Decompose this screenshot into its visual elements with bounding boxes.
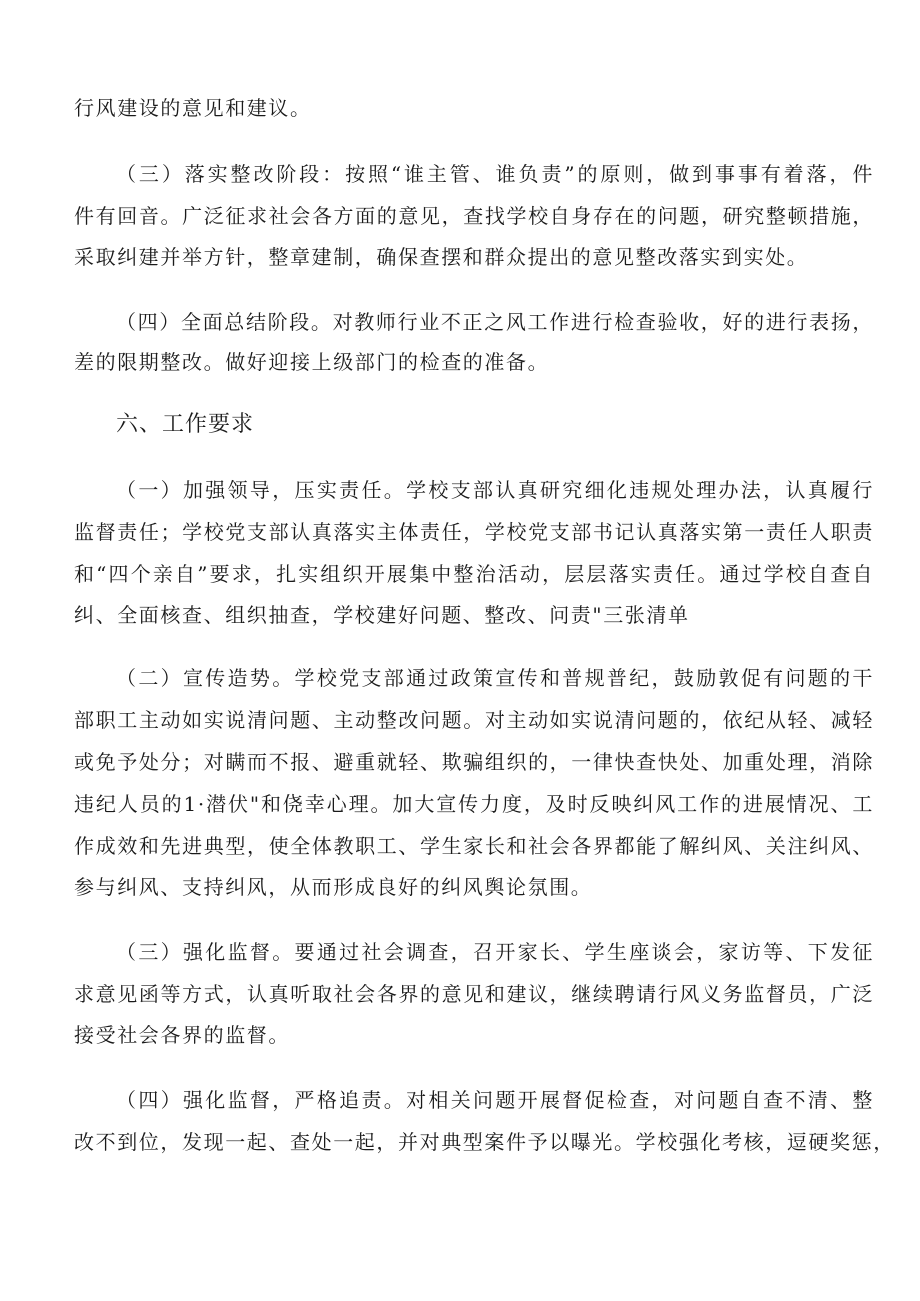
section-heading: 六、工作要求 [116,412,255,437]
text-line: 违纪人员的1·潜伏"和侥幸心理。加大宣传力度，及时反映纠风工作的进展情况、工 [74,792,874,816]
text-line: 和“四个亲自”要求，扎实组织开展集中整治活动，层层落实责任。通过学校自查自 [74,562,874,586]
text-line: （三）落实整改阶段：按照“谁主管、谁负责”的原则，做到事事有着落，件 [116,162,874,186]
text-line: 求意见函等方式，认真听取社会各界的意见和建议，继续聘请行风义务监督员，广泛 [74,982,874,1006]
text-line: 改不到位，发现一起、查处一起，并对典型案件予以曝光。学校强化考核，逗硬奖惩， [74,1130,895,1154]
text-line: 纠、全面核查、组织抽查，学校建好问题、整改、问责"三张清单 [74,603,690,627]
text-line: 部职工主动如实说清问题、主动整改问题。对主动如实说清问题的，依纪从轻、减轻 [74,708,874,732]
text-line: 行风建设的意见和建议。 [74,96,312,120]
text-line: 件有回音。广泛征求社会各方面的意见，查找学校自身存在的问题，研究整顿措施， [74,204,874,228]
text-line: （一）加强领导，压实责任。学校支部认真研究细化违规处理办法，认真履行 [116,478,874,502]
text-line: （三）强化监督。要通过社会调查，召开家长、学生座谈会，家访等、下发征 [116,940,874,964]
text-line: 接受社会各界的监督。 [74,1023,290,1047]
text-line: （四）强化监督，严格追责。对相关问题开展督促检查，对问题自查不清、整 [116,1088,874,1112]
text-line: （二）宣传造势。学校党支部通过政策宣传和普规普纪，鼓励敦促有问题的干 [116,666,874,690]
text-line: 差的限期整改。做好迎接上级部门的检查的准备。 [74,350,550,374]
text-line: 作成效和先进典型，使全体教职工、学生家长和社会各界都能了解纠风、关注纠风、 [74,834,874,858]
text-line: 监督责任；学校党支部认真落实主体责任，学校党支部书记认真落实第一责任人职责 [74,520,874,544]
text-line: （四）全面总结阶段。对教师行业不正之风工作进行检查验收，好的进行表扬， [116,310,874,334]
text-line: 采取纠建并举方针，整章建制，确保查摆和群众提出的意见整改落实到实处。 [74,245,809,269]
text-line: 参与纠风、支持纠风，从而形成良好的纠风舆论氛围。 [74,875,593,899]
text-line: 或免予处分；对瞒而不报、避重就轻、欺骗组织的，一律快查快处、加重处理，消除 [74,750,874,774]
